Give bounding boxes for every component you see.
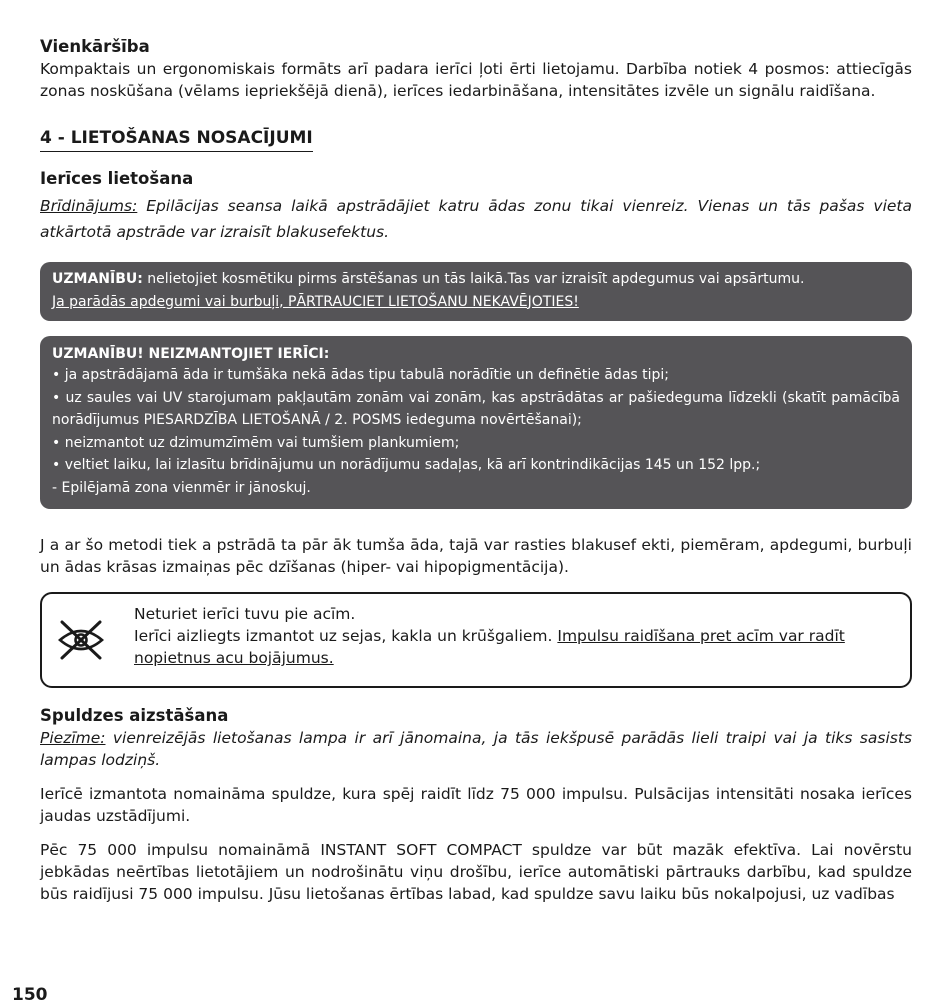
simplicity-title: Vienkāršība xyxy=(40,37,150,56)
eye-warning-plain: Ierīci aizliegts izmantot uz sejas, kakla un krūšgaliem. xyxy=(134,627,558,645)
caution-label: UZMANĪBU: xyxy=(52,271,143,287)
bulb-replacement-title: Spuldzes aizstāšana xyxy=(40,706,229,725)
warning-paragraph xyxy=(40,193,912,245)
caution-line xyxy=(52,268,900,291)
method-paragraph: J a ar šo metodi tiek a pstrādā ta pār āk tumša āda, tajā var rasties blakusef ekti, piemēram, apdegumi, burbuļi un ādas krāsas izmaiņas pēc dzīšanas (hiper- vai hipopigmentācija). xyxy=(40,536,912,576)
eye-warning-box xyxy=(40,592,912,688)
bulb-note-label: Piezīme: xyxy=(40,729,106,747)
dont-use-item: - Epilējamā zona vienmēr ir jānoskuj. xyxy=(52,479,311,496)
dont-use-item: • uz saules vai UV starojumam pakļautām zonām vai zonām, kas apstrādātas ar pašiedeguma līdzekli (skatīt pamācībā norādījumus PIESARDZĪBA LIETOŠANĀ / 2. POSMS iedeguma novērtēšanai); xyxy=(52,389,900,428)
document-page xyxy=(40,36,912,905)
bulb-paragraph-1: Ierīcē izmantota nomaināma spuldze, kura spēj raidīt līdz 75 000 impulsu. Pulsācijas intensitāti nosaka ierīces jaudas uzstādījumi. xyxy=(40,785,912,825)
dont-use-item: • ja apstrādājamā āda ir tumšāka nekā ādas tipu tabulā norādītie un definētie ādas tipi; xyxy=(52,367,670,383)
no-eyes-icon xyxy=(58,618,104,662)
simplicity-paragraph: Kompaktais un ergonomiskais formāts arī padara ierīci ļoti ērti lietojamu. Darbība notiek 4 posmos: attiecīgās zonas noskūšana (vēlams iepriekšējā dienā), ierīces iedarbināšana, intensitātes izvēle un signālu raidīšana. xyxy=(40,60,912,100)
warning-label: Brīdinājums: xyxy=(40,197,138,215)
warning-text: Epilācijas seansa laikā apstrādājiet katru ādas zonu tikai vienreiz. Vienas un tās pašas vieta atkārtotā apstrāde var izraisīt blakusefektus. xyxy=(40,197,912,241)
bulb-paragraph-2: Pēc 75 000 impulsu nomaināmā INSTANT SOFT COMPACT spuldze var būt mazāk efektīva. Lai novērstu jebkādas neērtības lietotājiem un nodrošinātu viņu drošību, ierīce automātiski pārtrauks darbību, kad spuldze būs raidījusi 75 000 impulsu. Jūsu lietošanas ērtības labad, kad spuldze savu laiku būs nokalpojusi, uz vadības xyxy=(40,841,912,903)
dont-use-title: UZMANĪBU! NEIZMANTOJIET IERĪCI: xyxy=(52,346,330,362)
caution-text: nelietojiet kosmētiku pirms ārstēšanas un tās laikā.Tas var izraisīt apdegumus vai apsārtumu. xyxy=(142,271,805,287)
eye-warning-line2 xyxy=(134,625,890,669)
caution-box xyxy=(40,262,912,321)
eye-warning-text xyxy=(134,603,890,669)
eye-warning-line1: Neturiet ierīci tuvu pie acīm. xyxy=(134,605,356,623)
dont-use-item: • veltiet laiku, lai izlasītu brīdinājumu un norādījumu sadaļas, kā arī kontrindikācijas 145 un 152 lpp.; xyxy=(52,457,761,473)
caution-stop-line: Ja parādās apdegumi vai burbuļi, PĀRTRAUCIET LIETOŠANU NEKAVĒJOTIES! xyxy=(52,293,579,310)
dont-use-item: • neizmantot uz dzimumzīmēm vai tumšiem plankumiem; xyxy=(52,434,460,451)
dont-use-box xyxy=(40,336,912,509)
bulb-note-text: vienreizējās lietošanas lampa ir arī jānomaina, ja tās iekšpusē parādās lieli traipi vai ja tiks sasists lampas lodziņš. xyxy=(40,729,912,769)
device-use-title: Ierīces lietošana xyxy=(40,169,194,188)
eye-warning-underlined: Impulsu raidīšana pret acīm var radīt nopietnus acu bojājumus. xyxy=(134,627,845,667)
bulb-note xyxy=(40,727,912,771)
page-number: 150 xyxy=(12,985,48,1005)
section-heading: 4 - LIETOŠANAS NOSACĪJUMI xyxy=(40,126,313,152)
